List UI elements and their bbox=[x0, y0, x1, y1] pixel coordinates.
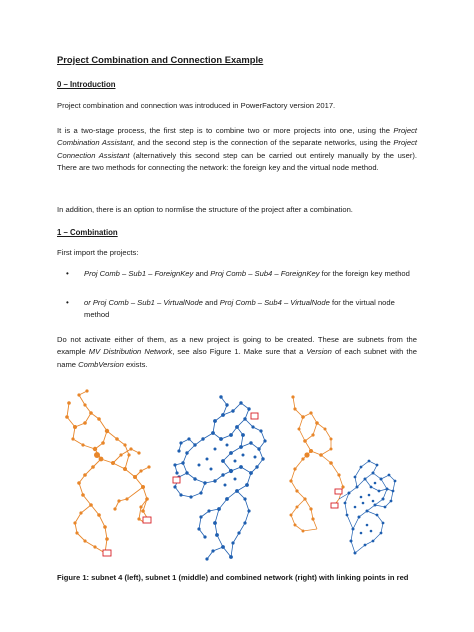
section-heading-introduction: 0 – Introduction bbox=[57, 80, 116, 89]
document-title: Project Combination and Connection Example bbox=[57, 54, 264, 65]
subnet-4-graph bbox=[67, 391, 149, 553]
bullet-marker: • bbox=[66, 269, 69, 278]
combined-blue-graph bbox=[339, 461, 395, 553]
subnet-4-link-markers bbox=[103, 517, 151, 556]
figure-caption: Figure 1: subnet 4 (left), subnet 1 (middle) and combined network (right) with linking points in red bbox=[57, 573, 409, 582]
combined-orange-nodes bbox=[289, 395, 344, 532]
intro-paragraph-1: Project combination and connection was introduced in PowerFactory version 2017. bbox=[57, 101, 336, 110]
intro-paragraph-2: It is a two-stage process, the first step is to combine two or more projects into one, using the Project Combination Assistant, and the second step is the connection of the separate networks, using the Project Connection Assistant (alternatively this second step can be carried out entirely manually by the user). There are two methods for connecting the network: the foreign key and the virtual node method. bbox=[57, 126, 417, 173]
intro-paragraph-3: In addition, there is an option to normlise the structure of the project after a combination. bbox=[57, 205, 353, 214]
bullet-marker: • bbox=[66, 298, 69, 307]
subnet-4-nodes bbox=[65, 389, 150, 548]
network-figure bbox=[55, 383, 421, 573]
combined-orange-graph bbox=[291, 397, 343, 531]
subnet-1-graph bbox=[175, 397, 265, 559]
combination-paragraph: Do not activate either of them, as a new project is going to be created. These are subnets from the example MV Distribution Network, see also Figure 1. Make sure that a Version of each subnet with the name CombVersion exists. bbox=[57, 335, 417, 369]
section-heading-combination: 1 – Combination bbox=[57, 228, 118, 237]
subnet-1-nodes bbox=[173, 395, 266, 560]
combined-blue-nodes bbox=[344, 460, 397, 555]
combination-intro: First import the projects: bbox=[57, 248, 139, 257]
bullet-item-foreign-key: Proj Comb – Sub1 – ForeignKey and Proj Comb – Sub4 – ForeignKey for the foreign key method bbox=[84, 269, 410, 278]
bullet-item-virtual-node: or Proj Comb – Sub1 – VirtualNode and Proj Comb – Sub4 – VirtualNode for the virtual node method bbox=[84, 298, 395, 320]
